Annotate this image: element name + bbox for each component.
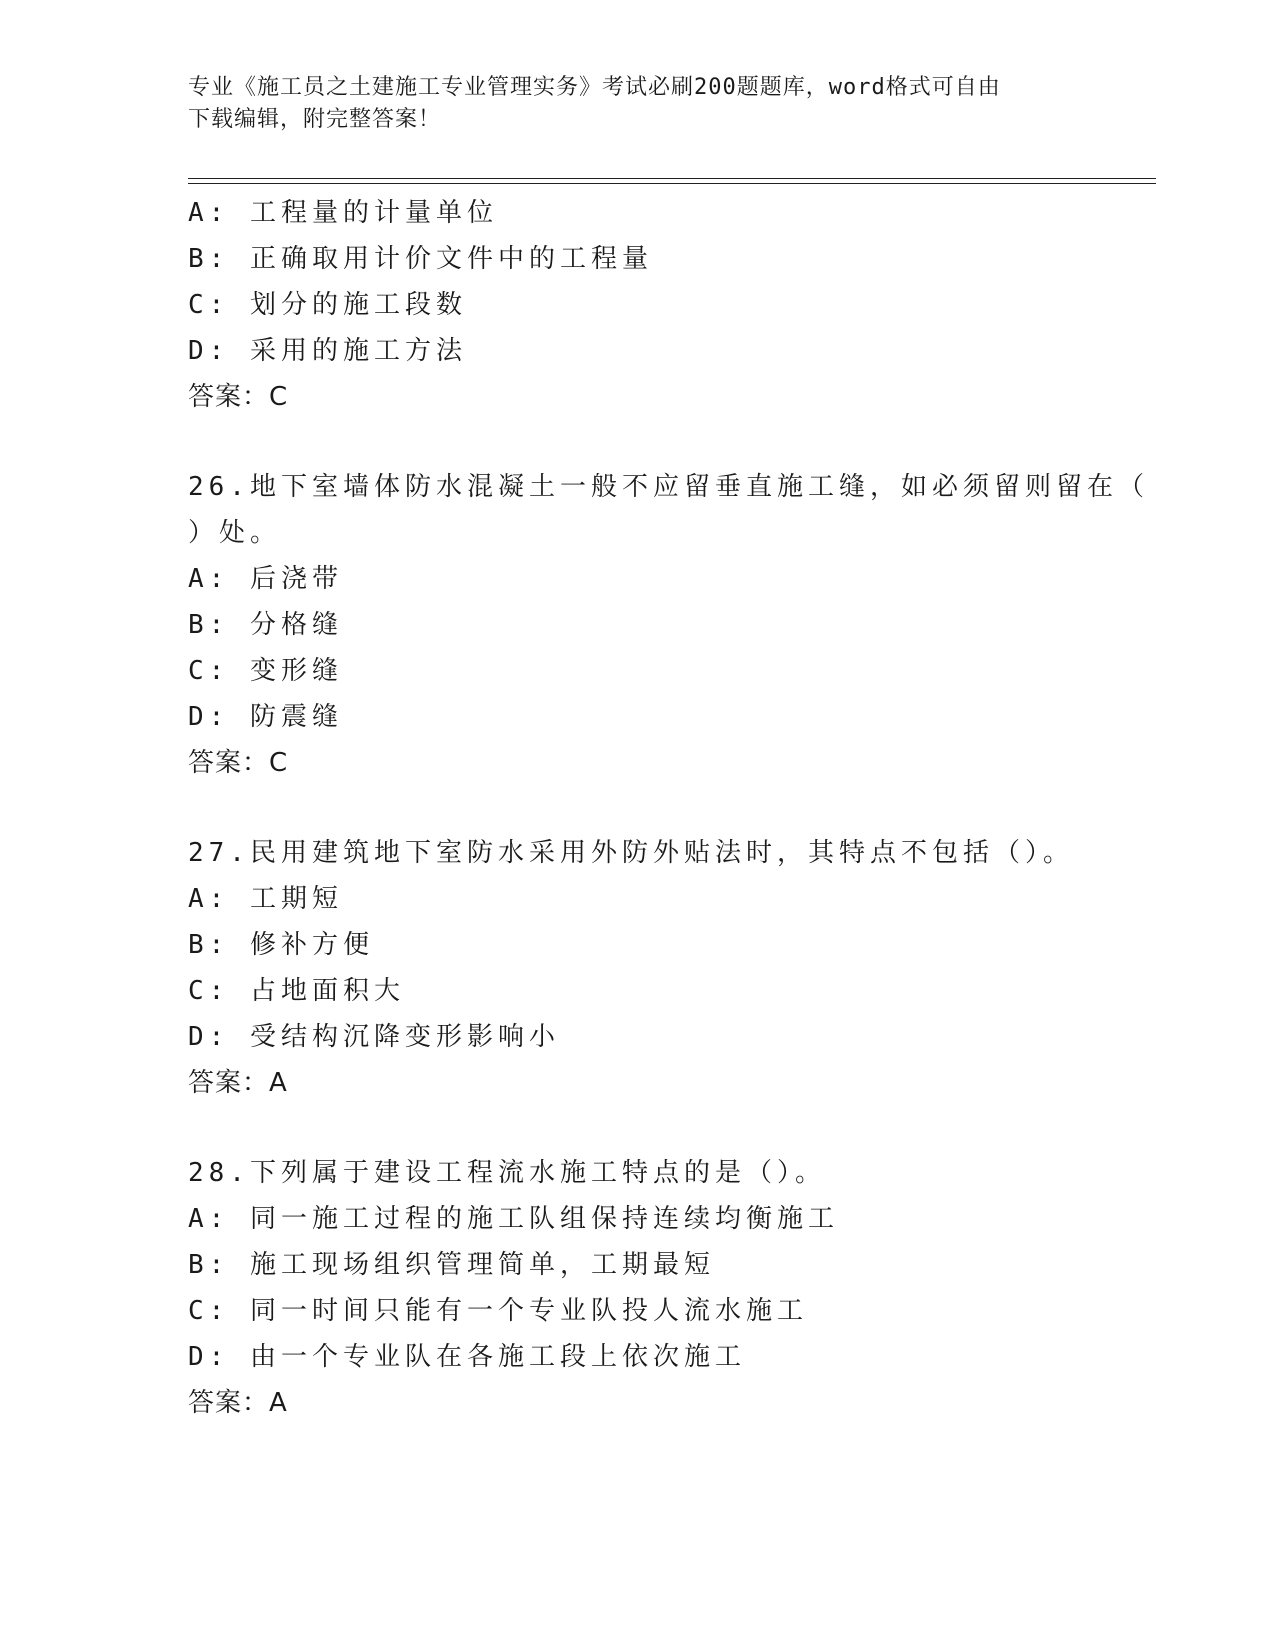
option-a: A: 同一施工过程的施工队组保持连续均衡施工	[188, 1204, 839, 1234]
option-b: B: 施工现场组织管理简单，工期最短	[188, 1250, 715, 1280]
option-d: D: 由一个专业队在各施工段上依次施工	[188, 1342, 746, 1372]
question-block-25	[188, 190, 1088, 420]
question-list	[188, 190, 1149, 1426]
option-d: D: 受结构沉降变形影响小	[188, 1022, 560, 1052]
answer-line: 答案：C	[188, 382, 289, 412]
answer-line: 答案：A	[188, 1068, 288, 1098]
header-line-1: 专业《施工员之土建施工专业管理实务》考试必刷200题题库，word格式可自由	[188, 75, 1001, 100]
question-block-26	[188, 464, 1149, 786]
question-stem: 28.下列属于建设工程流水施工特点的是（）。	[188, 1158, 826, 1188]
answer-line: 答案：A	[188, 1388, 288, 1418]
option-a: A: 工期短	[188, 884, 343, 914]
answer-line: 答案：C	[188, 748, 289, 778]
option-c: C: 划分的施工段数	[188, 290, 467, 320]
option-b: B: 分格缝	[188, 610, 343, 640]
question-stem: 27.民用建筑地下室防水采用外防外贴法时，其特点不包括（）。	[188, 838, 1074, 868]
option-d: D: 采用的施工方法	[188, 336, 467, 366]
question-stem-line-2: ）处。	[188, 518, 282, 548]
option-c: C: 变形缝	[188, 656, 343, 686]
question-stem-line-1: 26.地下室墙体防水混凝土一般不应留垂直施工缝，如必须留则留在（	[188, 472, 1149, 502]
header-divider-bottom	[188, 183, 1156, 184]
option-b: B: 正确取用计价文件中的工程量	[188, 244, 653, 274]
question-block-27	[188, 830, 1088, 1106]
option-a: A: 工程量的计量单位	[188, 198, 498, 228]
header-divider-top	[188, 178, 1156, 179]
option-c: C: 占地面积大	[188, 976, 405, 1006]
option-c: C: 同一时间只能有一个专业队投人流水施工	[188, 1296, 808, 1326]
option-b: B: 修补方便	[188, 930, 374, 960]
option-a: A: 后浇带	[188, 564, 343, 594]
option-d: D: 防震缝	[188, 702, 343, 732]
document-header	[188, 72, 1088, 136]
header-line-2: 下载编辑，附完整答案！	[188, 107, 442, 132]
question-block-28	[188, 1150, 1088, 1426]
